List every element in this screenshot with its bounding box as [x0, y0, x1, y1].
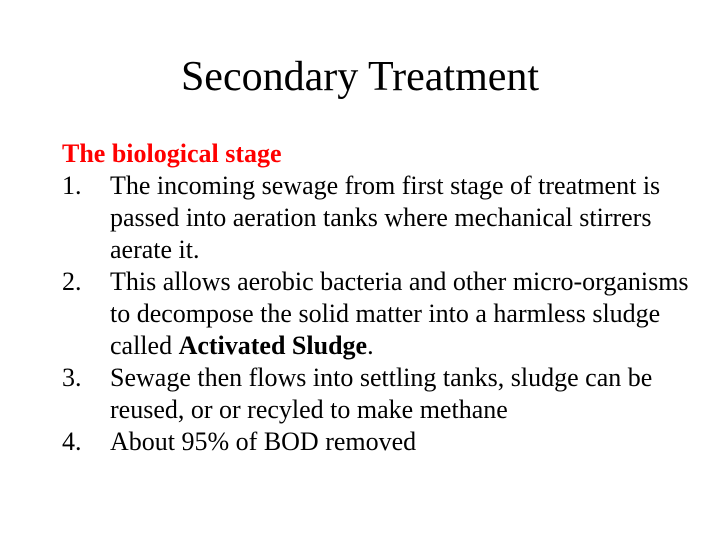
- list-item-text: Sewage then flows into settling tanks, sludge can be reused, or or recyled to make methane: [110, 363, 653, 424]
- list-item-number: 1.: [62, 171, 82, 200]
- list-item-text: About 95% of BOD removed: [110, 427, 417, 456]
- list-item: [62, 170, 702, 266]
- activated-sludge-term: Activated Sludge: [178, 331, 368, 360]
- list-item: [62, 426, 702, 458]
- slide-content: [62, 138, 702, 458]
- list-item-text: [110, 266, 702, 362]
- list-item: [62, 362, 702, 426]
- list-item-text-before: This allows aerobic bacteria and other micro-organisms to decompose the solid matter into a harmless sludge called: [110, 267, 689, 360]
- list-item-number: 2.: [62, 267, 82, 296]
- slide-title: Secondary Treatment: [180, 54, 540, 100]
- section-subtitle: The biological stage: [62, 139, 282, 168]
- list-item-text-after: .: [367, 331, 374, 360]
- list-item-text: The incoming sewage from first stage of treatment is passed into aeration tanks where mechanical stirrers aerate it.: [110, 171, 661, 264]
- list-item-number: 4.: [62, 427, 82, 456]
- list-item: [62, 266, 702, 362]
- list-item-number: 3.: [62, 363, 82, 392]
- numbered-list: [62, 170, 702, 458]
